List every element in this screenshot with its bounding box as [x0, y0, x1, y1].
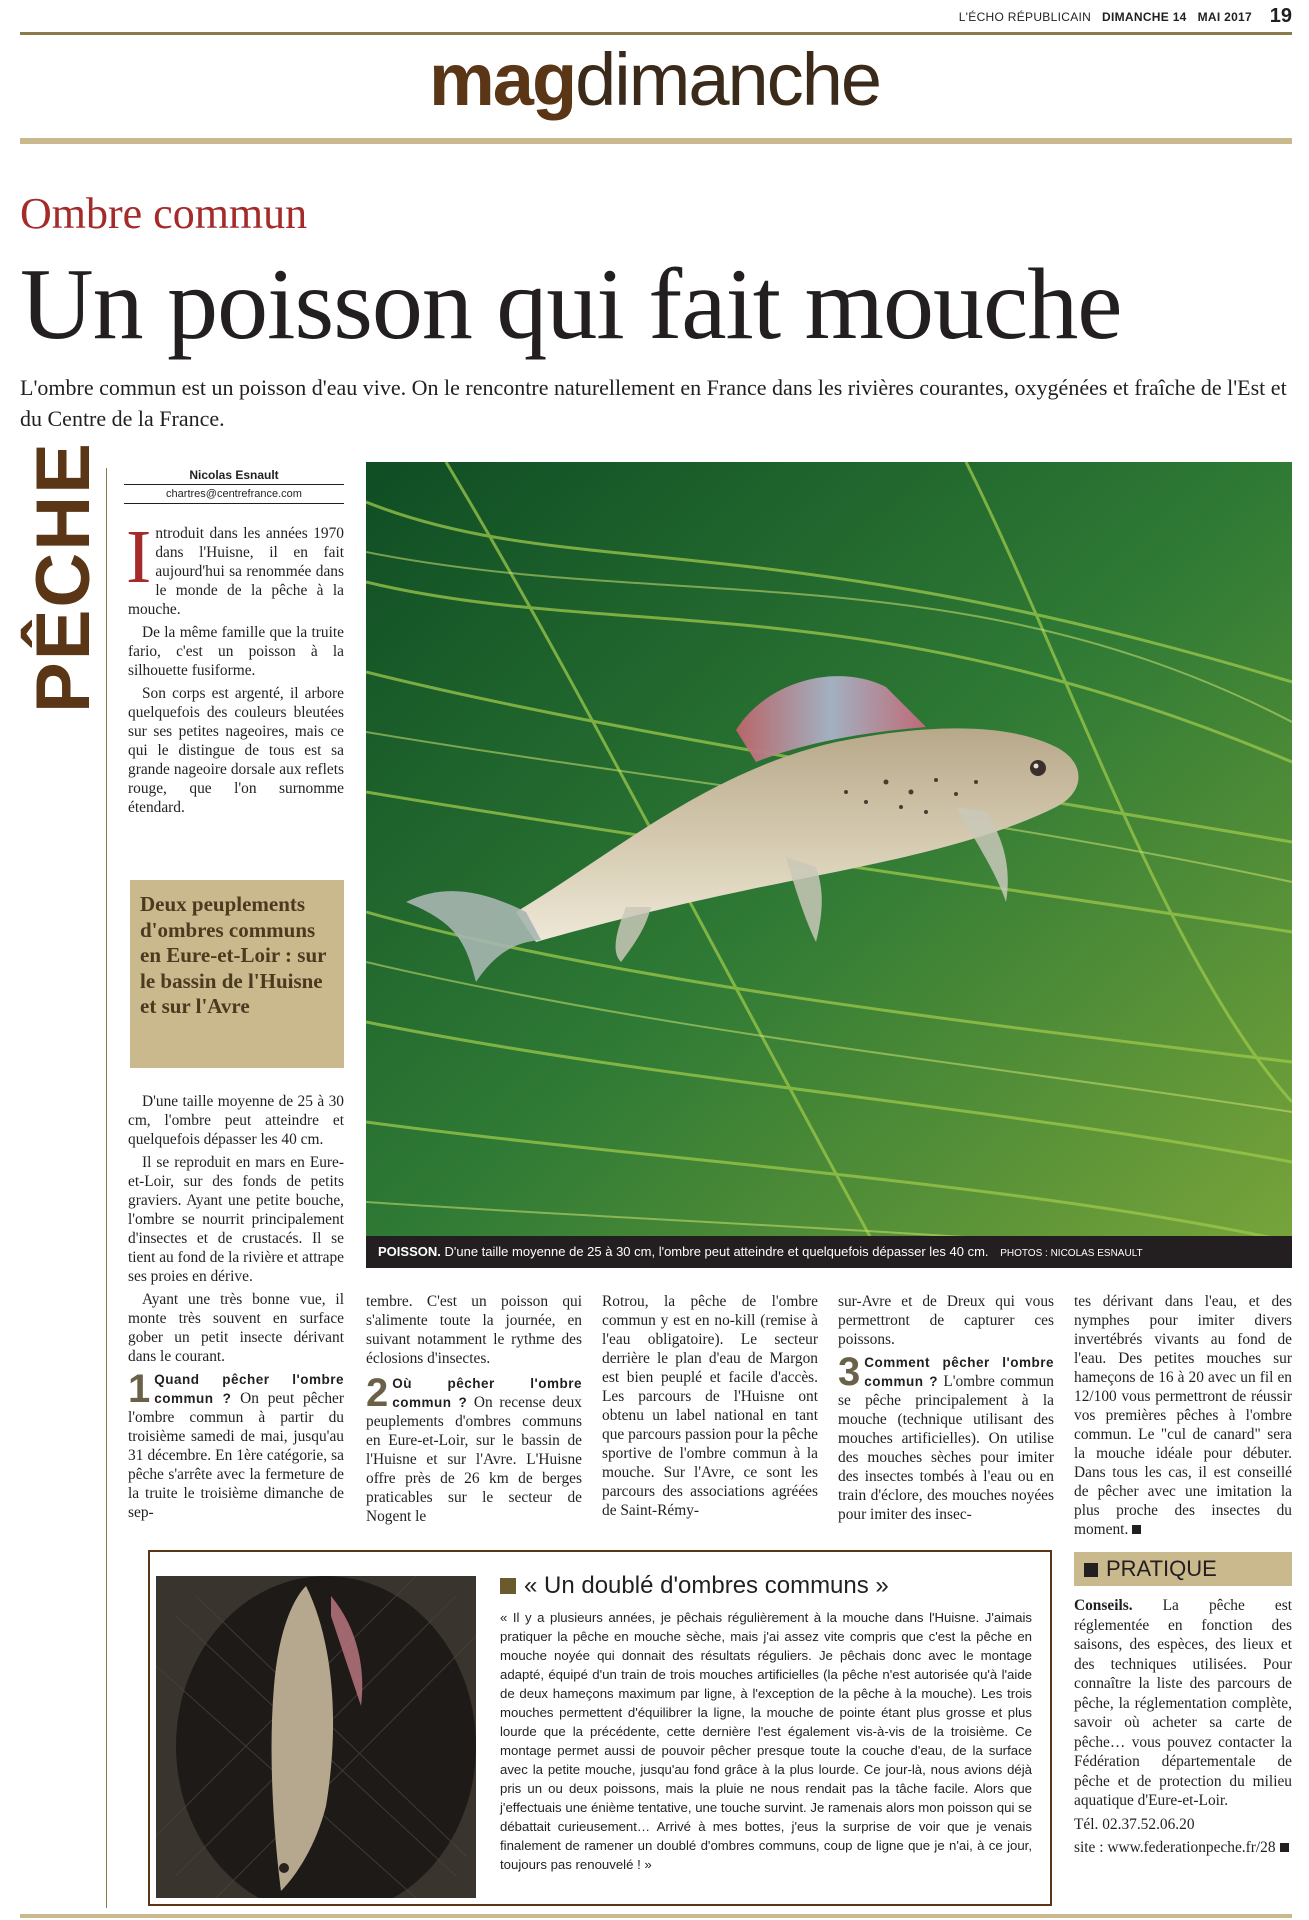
step-3 — [838, 1350, 1054, 1524]
author-email: chartres@centrefrance.com — [124, 488, 344, 504]
pratique-header: PRATIQUE — [1074, 1552, 1292, 1586]
inset-title-square — [500, 1578, 516, 1594]
rubric-label: PÊCHE — [21, 441, 106, 713]
col2-paragraph: tembre. C'est un poisson qui s'alimente toute la journée, en suivant notamment le rythme des éclosions d'insectes. — [366, 1293, 582, 1367]
masthead-rule — [20, 138, 1292, 144]
pratique-phone: Tél. 02.37.52.06.20 — [1074, 1815, 1195, 1833]
pull-quote — [130, 880, 344, 1068]
step-2-number: 2 — [366, 1371, 389, 1415]
step-3-text: L'ombre commun se pêche principalement à la mouche (technique utilisant des mouches artificielles). On utilise des mouches sèches pour imiter des insectes tombés à l'eau ou en train d'éclore, des mouches noyées pour imiter des insec- — [838, 1373, 1054, 1523]
pratique-square — [1084, 1563, 1098, 1577]
kicker: Ombre commun — [20, 189, 308, 238]
masthead-mag: mag — [428, 38, 576, 121]
rubric — [20, 441, 106, 1908]
step-3-number: 3 — [838, 1350, 861, 1394]
step-1-number: 1 — [128, 1367, 151, 1411]
step-3-heading: Comment pêcher l'ombre commun ? — [864, 1355, 1054, 1389]
author-name: Nicolas Esnault — [124, 468, 344, 485]
paragraph-sight: Ayant une très bonne vue, il monte très souvent en surface gober un petit insecte dérivant dans le courant. — [128, 1291, 344, 1365]
inset-text: « Il y a plusieurs années, je pêchais régulièrement à la mouche dans l'Huisne. J'aimais pratiquer la pêche en mouche sèche, mais j'ai assez vite compris que c'est la pêche en mouche noyée qui donnait des résultats réguliers. Je pêchais donc avec le montage adapté, équipé d'un train de trois mouches artificielles (la pêche n'est autorisée qu'à l'aide de deux hameçons maximum par ligne, à l'exception de la pêche à la mouche). Les trois mouches permettent d'équilibrer la ligne, la mouche de pointe étant plus grosse et plus lourde que la précédente, cette dernière l'est également vis-à-vis de la troisième. Ce montage permet aussi de pouvoir pêcher presque toute la couche d'eau, de la surface avec la petite mouche, jusqu'au fond grâce à la plus lourde. Ce jour-là, nous avions déjà pris un ou deux poissons, mais la pluie ne nous rendait pas la tâche facile. Alors que j'effectuais une énième tentative, une touche survint. Je ramenais alors mon poisson qui se débattait curieusement… Arrivé à mes bottes, j'eus la surprise de voir que je venais finalement de ramener un doublé d'ombres communs, coup de ligne que je n'ai, à ce jour, toujours pas renouvelé ! » — [500, 1610, 1032, 1872]
standfirst: L'ombre commun est un poisson d'eau vive. On le rencontre naturellement en France dans les rivières courantes, oxygénées et fraîche de l'Est et du Centre de la France. — [20, 375, 1287, 431]
intro-column — [126, 515, 344, 821]
col3-paragraph: Rotrou, la pêche de l'ombre commun y est en no-kill (remise à l'eau obligatoire). Le secteur derrière le plan d'eau de Margon est bien peuplé et facile d'accès. Les parcours de l'Huisne ont obtenu un label national en tant que parcours passion pour la pêche sportive de l'ombre commun à la mouche. Sur l'Avre, ce sont les parcours des associations agréées de Saint-Rémy- — [602, 1293, 818, 1519]
masthead — [0, 40, 1309, 120]
paragraph-body: Son corps est argenté, il arbore quelquefois des couleurs bleutées sur ses petites nageoires, mais ce qui le distingue de tous est sa grande nageoire dorsale aux reflets rouge, que l'on surnomme étendard. — [128, 685, 344, 816]
main-photo-grayling — [366, 462, 1292, 1266]
end-mark — [1132, 1525, 1141, 1534]
pratique-site[interactable]: site : www.federationpeche.fr/28 — [1074, 1838, 1292, 1858]
inset-photo-fish-in-net — [156, 1576, 476, 1898]
dropcap: I — [126, 515, 152, 599]
end-mark — [1280, 1843, 1289, 1852]
grayling-fish-illustration — [366, 462, 1292, 1266]
caption-text: D'une taille moyenne de 25 à 30 cm, l'ombre peut atteindre et quelquefois dépasser les 40 cm. — [444, 1244, 989, 1259]
inset-title: « Un doublé d'ombres communs » — [500, 1572, 889, 1600]
pratique-lead: Conseils. — [1074, 1597, 1133, 1614]
bottom-rule — [20, 1914, 1292, 1918]
column-2 — [366, 1292, 582, 1530]
pratique-body: La pêche est réglementée en fonction des saisons, des espèces, des lieux et des techniques utilisées. Pour connaître la liste des parcours de pêche, la réglementation complète, savoir où acheter sa carte de pêche… vous pouvez contacter la Fédération départementale de pêche et de protection du milieu aquatique d'Eure-et-Loir. — [1074, 1597, 1292, 1809]
photo-credit: PHOTOS : NICOLAS ESNAULT — [1000, 1248, 1143, 1259]
column-4 — [838, 1292, 1054, 1528]
rubric-divider — [106, 468, 107, 1908]
issue-info — [959, 10, 1252, 24]
caption-label: POISSON. — [378, 1244, 441, 1259]
fish-in-net-illustration — [156, 1576, 476, 1898]
step-2 — [366, 1371, 582, 1526]
column-5 — [1074, 1292, 1292, 1543]
step-2-text: On recense deux peuplements d'ombres communs en Eure-et-Loir, sur le bassin de l'Huisne et sur l'Avre. L'Huisne offre près de 26 km de berges praticables sur le secteur de Nogent le — [366, 1394, 582, 1525]
photo-caption — [366, 1236, 1292, 1268]
issue-month: MAI 2017 — [1197, 10, 1252, 24]
page-number: 19 — [1269, 5, 1292, 27]
step-1-text: On peut pêcher l'ombre commun à partir du troisième samedi de mai, jusqu'au 31 décembre. En 1ère catégorie, sa pêche s'arrête avec la fermeture de la truite le troisième dimanche de sep- — [128, 1390, 344, 1521]
column-3 — [602, 1292, 818, 1524]
issue-day: DIMANCHE 14 — [1102, 10, 1187, 24]
paragraph-size: D'une taille moyenne de 25 à 30 cm, l'ombre peut atteindre et quelquefois dépasser les 40 cm. — [128, 1093, 344, 1148]
headline: Un poisson qui fait mouche — [20, 248, 1122, 361]
byline — [124, 468, 344, 504]
paragraph-reproduction: Il se reproduit en mars en Eure-et-Loir, sur des fonds de petits graviers. Ayant une petite bouche, l'ombre se nourrit principalement d'insectes et de crustacés. Il se tient au fond de la rivière et attrape ses proies en dérive. — [128, 1154, 344, 1285]
step-2-heading: Où pêcher l'ombre commun ? — [392, 1376, 582, 1410]
step-1 — [128, 1367, 344, 1522]
top-header — [20, 5, 1292, 35]
pull-quote-text: Deux peuplements d'ombres communs en Eure-et-Loir : sur le bassin de l'Huisne et sur l'Avre — [140, 892, 327, 1018]
intro-paragraph: Introduit dans les années 1970 dans l'Huisne, il en fait aujourd'hui sa renommée dans le monde de la pêche à la mouche. — [126, 515, 344, 618]
paper-name: L'ÉCHO RÉPUBLICAIN — [958, 10, 1092, 24]
step-1-heading: Quand pêcher l'ombre commun ? — [154, 1372, 344, 1406]
col5-paragraph: tes dérivant dans l'eau, et des nymphes pour imiter divers invertébrés vivants au fond de l'eau. Des petites mouches sur hameçons de 16 à 20 avec un fil en 12/100 vous permettront de réussir vos premières pêches à l'ombre commun. Le "cul de canard" sera la mouche idéale pour débuter. Dans tous les cas, il est conseillé de pêcher avec une imitation la plus proche des insectes du moment. — [1074, 1293, 1292, 1538]
pratique-text — [1074, 1596, 1292, 1858]
col4-paragraph: sur-Avre et de Dreux qui vous permettront de capturer ces poissons. — [838, 1293, 1054, 1348]
masthead-dimanche: dimanche — [575, 38, 880, 121]
paragraph-family: De la même famille que la truite fario, c'est un poisson à la silhouette fusiforme. — [128, 624, 344, 679]
column-1-lower — [128, 1092, 344, 1526]
